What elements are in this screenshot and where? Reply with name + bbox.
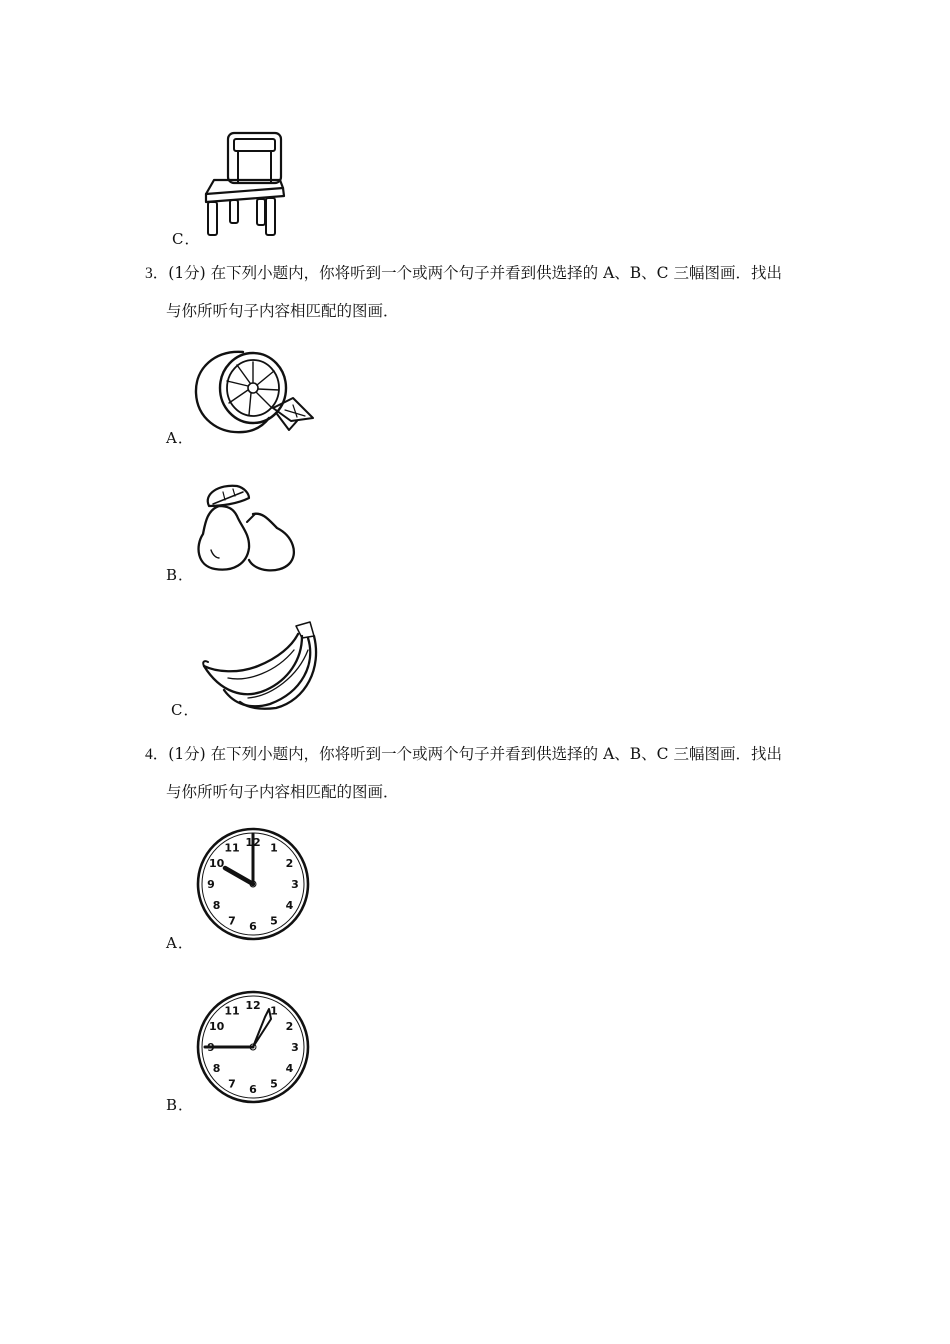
clock-number: 4 bbox=[285, 899, 294, 912]
question-number: 4． bbox=[145, 746, 169, 763]
option-b-label: B． bbox=[166, 566, 195, 584]
option-a-label: A． bbox=[166, 429, 194, 447]
orange-icon bbox=[193, 348, 318, 438]
clock-number: 4 bbox=[285, 1062, 294, 1075]
clock-number: 10 bbox=[208, 857, 225, 870]
clock-number: 1 bbox=[270, 1004, 278, 1018]
clock-number: 7 bbox=[228, 1077, 236, 1091]
clock-number: 9 bbox=[207, 878, 215, 891]
clock-number: 10 bbox=[208, 1020, 225, 1033]
banana-icon bbox=[198, 620, 326, 712]
question-number: 3． bbox=[145, 265, 169, 282]
clock-number: 1 bbox=[270, 841, 278, 855]
option-a-label: A． bbox=[166, 934, 194, 952]
clock-1245-icon bbox=[195, 989, 311, 1105]
option-c-label: C． bbox=[172, 230, 201, 248]
clock-number: 8 bbox=[212, 899, 221, 912]
clock-number: 5 bbox=[270, 1077, 278, 1091]
clock-number: 12 bbox=[245, 836, 261, 849]
clock-10-icon bbox=[195, 826, 311, 942]
option-b-label: B． bbox=[166, 1096, 195, 1114]
pear-icon bbox=[193, 484, 305, 574]
clock-number: 11 bbox=[224, 1004, 240, 1018]
clock-number: 2 bbox=[285, 857, 294, 870]
clock-number: 8 bbox=[212, 1062, 221, 1075]
clock-number: 11 bbox=[224, 841, 240, 855]
clock-number: 7 bbox=[228, 914, 236, 928]
clock-number: 3 bbox=[291, 1041, 299, 1054]
option-c-label: C． bbox=[171, 701, 200, 719]
chair-icon bbox=[200, 130, 290, 240]
question-4-line-1 bbox=[145, 735, 805, 774]
question-4-line-2: 与你所听句子内容相匹配的图画． bbox=[166, 783, 399, 801]
question-3-line-1 bbox=[145, 254, 805, 293]
clock-number: 12 bbox=[245, 999, 261, 1012]
clock-number: 6 bbox=[249, 920, 257, 933]
question-text: (1分) 在下列小题内，你将听到一个或两个句子并看到供选择的 A、B、C 三幅图画．找出 bbox=[168, 264, 782, 282]
question-3-line-2: 与你所听句子内容相匹配的图画． bbox=[166, 302, 399, 320]
clock-number: 5 bbox=[270, 914, 278, 928]
clock-number: 6 bbox=[249, 1083, 257, 1096]
clock-number: 3 bbox=[291, 878, 299, 891]
question-text: (1分) 在下列小题内，你将听到一个或两个句子并看到供选择的 A、B、C 三幅图画．找出 bbox=[168, 745, 782, 763]
clock-number: 9 bbox=[207, 1041, 215, 1054]
clock-number: 2 bbox=[285, 1020, 294, 1033]
